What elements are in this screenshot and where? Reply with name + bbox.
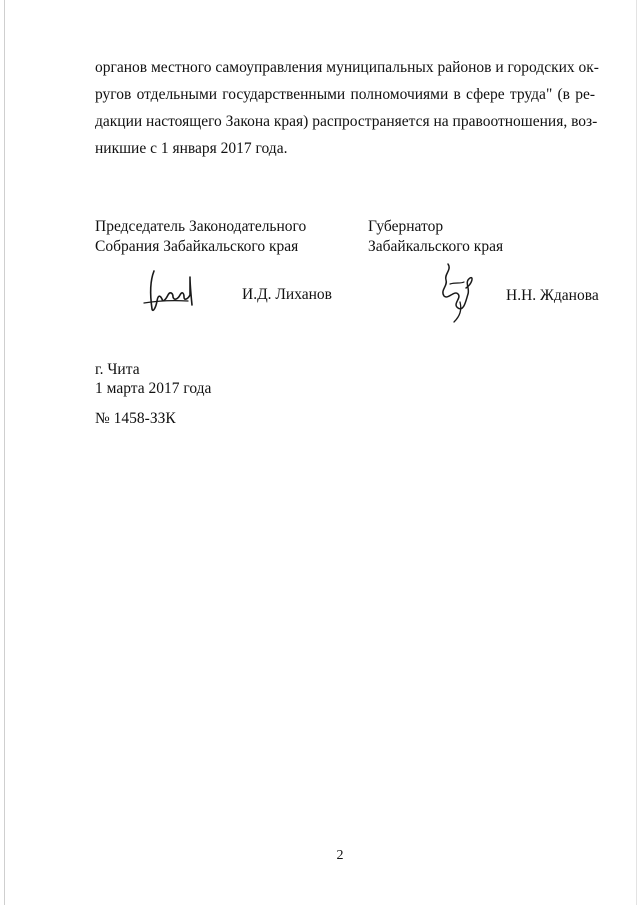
scan-edge-right xyxy=(636,0,637,905)
paragraph-line-4: никшие с 1 января 2017 года. xyxy=(95,140,288,157)
left-title-line-1: Председатель Законодательного xyxy=(95,218,307,235)
signing-date: 1 марта 2017 года xyxy=(95,380,212,397)
paragraph-line-3: дакции настоящего Закона края) распространяется на правоотношения, воз- xyxy=(95,113,598,130)
right-signatory-name: Н.Н. Жданова xyxy=(506,287,599,304)
right-handwritten-signature xyxy=(430,260,480,326)
left-signatory-name: И.Д. Лиханов xyxy=(242,286,332,303)
left-signatory-title xyxy=(95,217,306,257)
left-handwritten-signature xyxy=(140,265,200,317)
page-number: 2 xyxy=(336,848,344,863)
scan-edge-left xyxy=(4,0,5,905)
signing-place: г. Чита xyxy=(95,361,140,378)
right-title-line-2: Забайкальского края xyxy=(368,238,504,255)
law-number: № 1458-ЗЗК xyxy=(95,410,176,427)
paragraph-line-1: органов местного самоуправления муниципальных районов и городских ок- xyxy=(95,59,599,76)
right-title-line-1: Губернатор xyxy=(368,218,444,235)
closing-paragraph xyxy=(95,54,599,162)
place-and-date xyxy=(95,360,211,398)
left-title-line-2: Собрания Забайкальского края xyxy=(95,238,299,255)
right-signatory-title xyxy=(368,217,503,257)
paragraph-line-2: ругов отдельными государственными полномочиями в сфере труда" (в ре- xyxy=(95,86,595,103)
